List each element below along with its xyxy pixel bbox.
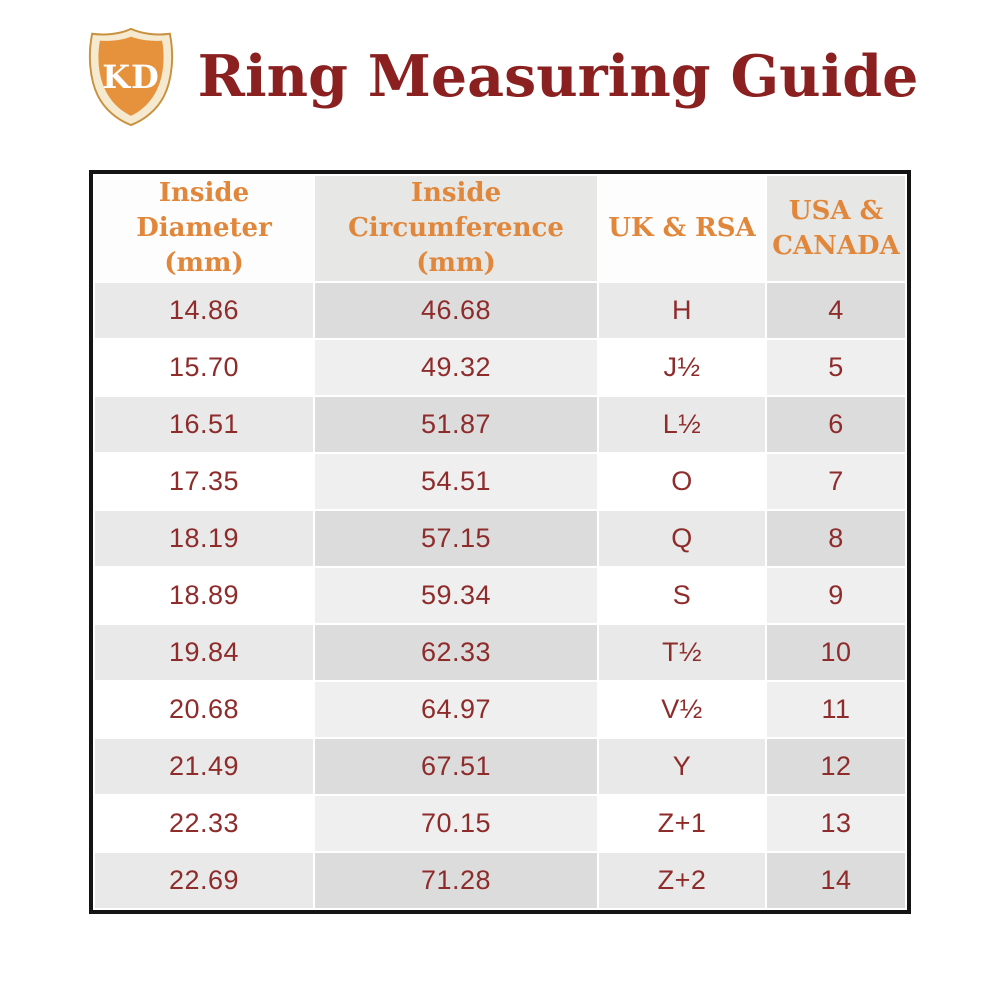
col-header-line: UK & RSA [608, 213, 756, 244]
uk-rsa-cell: H [599, 283, 765, 338]
diameter-cell: 19.84 [95, 625, 313, 680]
usa-canada-cell: 5 [767, 340, 905, 395]
uk-rsa-cell: L½ [599, 397, 765, 452]
table-row [95, 739, 905, 794]
usa-canada-cell: 11 [767, 682, 905, 737]
uk-rsa-cell: Q [599, 511, 765, 566]
circumference-cell: 54.51 [315, 454, 597, 509]
circumference-cell: 49.32 [315, 340, 597, 395]
shield-icon [82, 26, 180, 127]
table-row [95, 340, 905, 395]
usa-canada-cell: 8 [767, 511, 905, 566]
table-row [95, 283, 905, 338]
circumference-cell: 46.68 [315, 283, 597, 338]
usa-canada-cell: 6 [767, 397, 905, 452]
uk-rsa-cell: S [599, 568, 765, 623]
diameter-cell: 14.86 [95, 283, 313, 338]
uk-rsa-cell: T½ [599, 625, 765, 680]
uk-rsa-cell: J½ [599, 340, 765, 395]
uk-rsa-cell: Z+1 [599, 796, 765, 851]
col-header-line: Diameter (mm) [136, 213, 272, 279]
usa-canada-cell: 14 [767, 853, 905, 908]
uk-rsa-cell: Y [599, 739, 765, 794]
circumference-cell: 59.34 [315, 568, 597, 623]
page-title: Ring Measuring Guide [197, 42, 919, 110]
col-header-line: CANADA [772, 230, 900, 261]
table-row [95, 796, 905, 851]
col-header-inside-diameter [95, 176, 313, 281]
diameter-cell: 22.33 [95, 796, 313, 851]
header [0, 0, 1000, 130]
table-row [95, 625, 905, 680]
circumference-cell: 51.87 [315, 397, 597, 452]
diameter-cell: 18.19 [95, 511, 313, 566]
table-row [95, 853, 905, 908]
logo-text: KD [101, 57, 160, 96]
usa-canada-cell: 9 [767, 568, 905, 623]
table-row [95, 568, 905, 623]
table-row [95, 682, 905, 737]
usa-canada-cell: 4 [767, 283, 905, 338]
circumference-cell: 64.97 [315, 682, 597, 737]
table-row [95, 397, 905, 452]
table-body [95, 283, 905, 908]
circumference-cell: 67.51 [315, 739, 597, 794]
circumference-cell: 71.28 [315, 853, 597, 908]
col-header-uk-rsa [599, 176, 765, 281]
col-header-line: Inside [410, 178, 502, 208]
table-header-row [95, 176, 905, 281]
col-header-inside-circumference [315, 176, 597, 281]
col-header-line: Inside [158, 178, 250, 208]
diameter-cell: 17.35 [95, 454, 313, 509]
usa-canada-cell: 7 [767, 454, 905, 509]
table-head [95, 176, 905, 281]
diameter-cell: 20.68 [95, 682, 313, 737]
col-header-line: USA & [788, 195, 884, 226]
circumference-cell: 62.33 [315, 625, 597, 680]
usa-canada-cell: 13 [767, 796, 905, 851]
col-header-usa-canada [767, 176, 905, 281]
circumference-cell: 57.15 [315, 511, 597, 566]
circumference-cell: 70.15 [315, 796, 597, 851]
ring-size-table [89, 170, 911, 914]
diameter-cell: 15.70 [95, 340, 313, 395]
usa-canada-cell: 10 [767, 625, 905, 680]
table-row [95, 454, 905, 509]
diameter-cell: 16.51 [95, 397, 313, 452]
uk-rsa-cell: Z+2 [599, 853, 765, 908]
diameter-cell: 18.89 [95, 568, 313, 623]
uk-rsa-cell: V½ [599, 682, 765, 737]
diameter-cell: 21.49 [95, 739, 313, 794]
usa-canada-cell: 12 [767, 739, 905, 794]
table-row [95, 511, 905, 566]
col-header-line: Circumference (mm) [348, 213, 564, 279]
kd-logo [82, 26, 180, 127]
uk-rsa-cell: O [599, 454, 765, 509]
diameter-cell: 22.69 [95, 853, 313, 908]
